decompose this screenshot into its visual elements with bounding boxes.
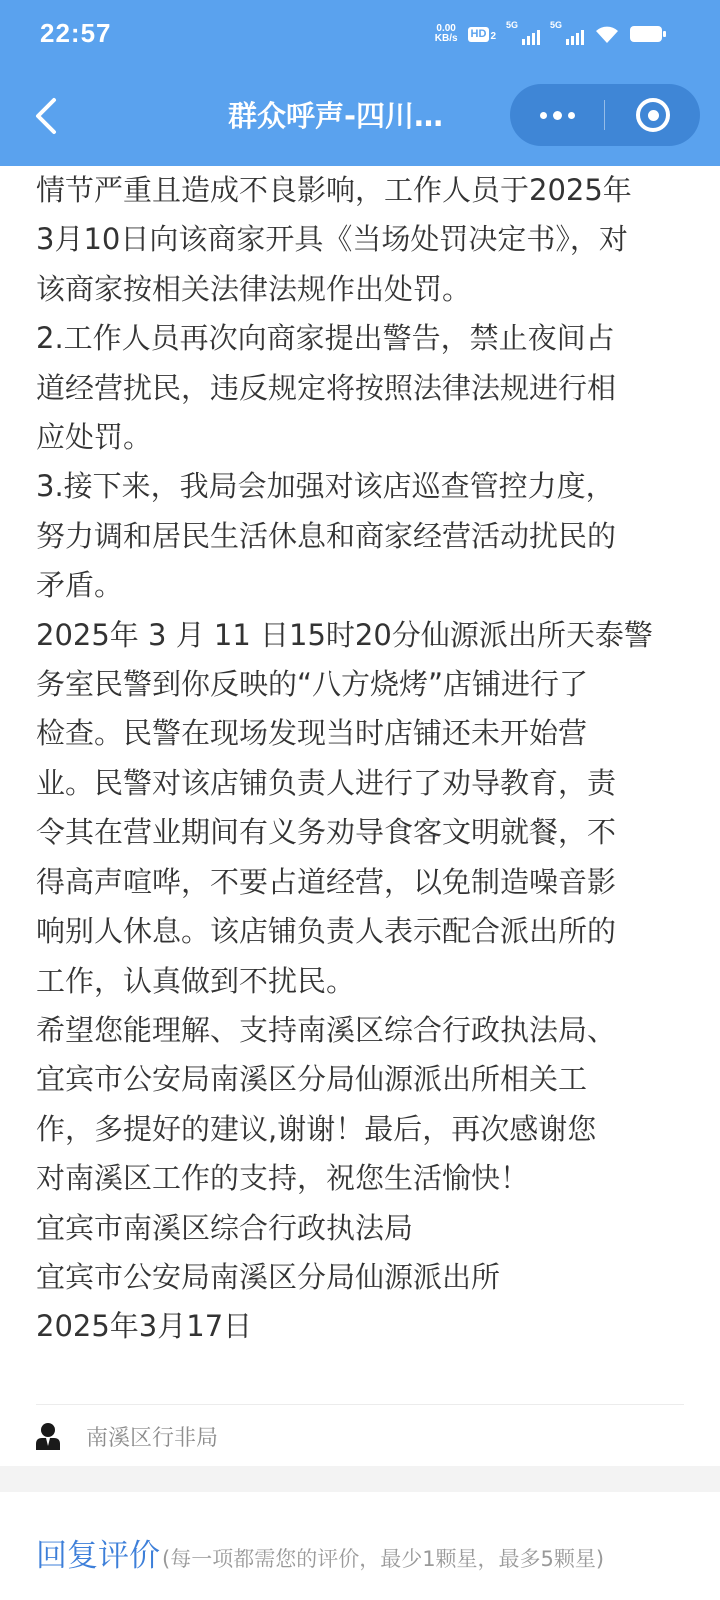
wifi-icon	[594, 24, 620, 44]
hd-icon	[468, 27, 496, 42]
divider	[36, 1404, 684, 1405]
content-line: 响别人休息。该店铺负责人表示配合派出所的	[36, 914, 617, 949]
reply-rating-section	[36, 1530, 604, 1590]
back-button[interactable]	[26, 88, 86, 144]
page-title: 群众呼声-四川…	[228, 99, 444, 133]
signal-label-2: 5G	[550, 20, 563, 30]
content-line: 3月10日向该商家开具《当场处罚决定书》，对	[36, 222, 628, 257]
reply-rating-title: 回复评价	[36, 1538, 160, 1574]
person-icon	[36, 1422, 60, 1450]
status-time: 22:57	[40, 18, 112, 48]
net-speed-value: 0.00	[436, 23, 456, 34]
content-line: 2025年3月17日	[36, 1309, 253, 1344]
net-speed-indicator	[435, 24, 458, 44]
more-button[interactable]	[510, 84, 604, 146]
cell-signal-icon-1	[506, 20, 540, 45]
content-line: 令其在营业期间有义务劝导食客文明就餐，不	[36, 815, 617, 850]
content-line: 对南溪区工作的支持，祝您生活愉快！	[36, 1161, 530, 1196]
content-line: 3.接下来，我局会加强对该店巡查管控力度，	[36, 469, 615, 504]
section-separator	[0, 1466, 720, 1492]
reply-content	[36, 166, 686, 1352]
content-line: 检查。民警在现场发现当时店铺还未开始营	[36, 716, 588, 751]
content-line: 工作，认真做到不扰民。	[36, 963, 356, 998]
content-line: 宜宾市公安局南溪区分局仙源派出所	[36, 1259, 501, 1294]
cell-signal-icon-2	[550, 20, 584, 45]
content-line: 作，多提好的建议,谢谢！最后，再次感谢您	[36, 1111, 597, 1146]
hd-sub: 2	[490, 30, 496, 42]
content-line: 2.工作人员再次向商家提出警告，禁止夜间占	[36, 321, 615, 356]
author-name: 南溪区行非局	[86, 1425, 219, 1451]
chevron-left-icon	[26, 88, 86, 144]
content-line: 应处罚。	[36, 420, 153, 455]
target-circle-icon	[636, 98, 670, 132]
capsule-divider	[604, 100, 605, 130]
top-bar	[0, 0, 720, 166]
content-line: 得高声喧哗，不要占道经营，以免制造噪音影	[36, 864, 617, 899]
content-line: 宜宾市南溪区综合行政执法局	[36, 1210, 414, 1245]
content-line: 2025年 3 月 11 日15时20分仙源派出所天泰警	[36, 617, 653, 652]
content-line: 努力调和居民生活休息和商家经营活动扰民的	[36, 518, 617, 553]
content-line: 务室民警到你反映的“八方烧烤”店铺进行了	[36, 667, 589, 702]
content-line: 业。民警对该店铺负责人进行了劝导教育，责	[36, 765, 617, 800]
net-speed-unit: KB/s	[434, 33, 458, 44]
content-line: 道经营扰民，违反规定将按照法律法规进行相	[36, 370, 617, 405]
mini-program-capsule	[510, 84, 700, 146]
reply-rating-hint: (每一项都需您的评价，最少1颗星，最多5颗星)	[162, 1547, 605, 1571]
content-line: 宜宾市公安局南溪区分局仙源派出所相关工	[36, 1062, 588, 1097]
hd-badge: HD	[468, 27, 490, 42]
nav-bar	[0, 70, 720, 166]
signal-label-1: 5G	[506, 20, 519, 30]
battery-icon	[630, 26, 662, 42]
more-dots-icon	[540, 111, 575, 120]
content-line: 该商家按相关法律法规作出处罚。	[36, 271, 472, 306]
content-line: 希望您能理解、支持南溪区综合行政执法局、	[36, 1012, 617, 1047]
status-bar	[0, 0, 720, 70]
close-mini-program-button[interactable]	[606, 84, 700, 146]
author-row	[36, 1418, 218, 1454]
status-icons	[435, 20, 662, 48]
content-line: 矛盾。	[36, 568, 124, 603]
content-line: 情节严重且造成不良影响，工作人员于2025年	[36, 173, 632, 207]
